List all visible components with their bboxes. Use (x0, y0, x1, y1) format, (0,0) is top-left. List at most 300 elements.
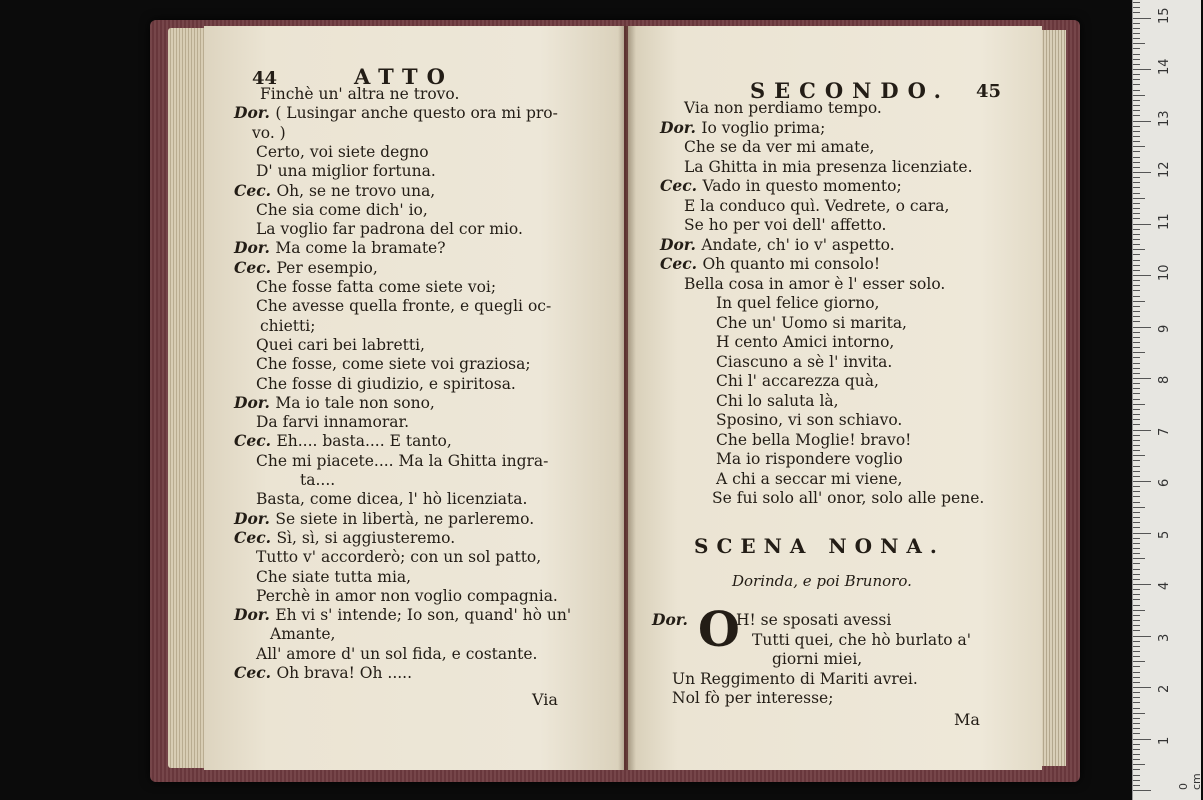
speaker-label: Dor. (234, 508, 276, 528)
ruler-tick (1133, 548, 1140, 549)
ruler-tick (1133, 656, 1140, 657)
ruler-tick (1133, 512, 1140, 513)
ruler-tick (1133, 74, 1140, 75)
line-text: ta.... (300, 471, 336, 489)
ruler-tick (1133, 167, 1140, 168)
ruler-tick (1133, 337, 1140, 338)
ruler-tick (1133, 162, 1140, 163)
line-text: A chi a seccar mi viene, (716, 469, 903, 488)
ruler-tick (1133, 347, 1140, 348)
book-gutter (618, 26, 636, 770)
ruler-number: 4 (1157, 581, 1172, 590)
ruler-tick (1133, 599, 1140, 600)
ruler-tick (1133, 558, 1145, 559)
line-text: Eh vi s' intende; Io son, quand' hò un' (275, 606, 572, 625)
line-text: La voglio far padrona del cor mio. (256, 220, 523, 239)
ruler-tick (1133, 90, 1140, 91)
ruler-tick (1133, 728, 1140, 729)
ruler-tick (1133, 254, 1140, 255)
ruler-tick (1133, 584, 1151, 585)
ruler-tick (1133, 471, 1140, 472)
line-text: Basta, come dicea, l' hò licenziata. (256, 490, 528, 509)
ruler-tick (1133, 239, 1140, 240)
ruler-tick (1133, 414, 1140, 415)
line-text: In quel felice giorno, (716, 294, 880, 312)
ruler-tick (1133, 311, 1140, 312)
text-line (716, 352, 892, 372)
ruler-tick (1133, 594, 1140, 595)
ruler-tick (1133, 476, 1140, 477)
speaker-label: Cec. (234, 257, 277, 277)
ruler-tick (1133, 18, 1151, 19)
ruler-tick (1133, 316, 1140, 317)
text-line (234, 431, 452, 451)
ruler-tick (1133, 342, 1140, 343)
line-text: Andate, ch' io v' aspetto. (701, 235, 895, 254)
line-text: Quei cari bei labretti, (256, 335, 425, 354)
text-line (684, 196, 949, 216)
scene-characters: Dorinda, e poi Brunoro. (732, 572, 912, 590)
ruler-tick (1133, 682, 1140, 683)
text-line (256, 567, 411, 587)
ruler-tick (1133, 785, 1140, 786)
line-text: D' una miglior fortuna. (256, 162, 436, 181)
ruler-tick (1133, 290, 1140, 291)
ruler-tick (1133, 321, 1140, 322)
ruler-tick (1133, 749, 1140, 750)
text-line (716, 313, 907, 333)
scene-speaker: Dor. (652, 610, 688, 629)
ruler-tick (1133, 481, 1151, 482)
text-line (716, 332, 894, 352)
ruler-tick (1133, 543, 1140, 544)
ruler-tick (1133, 198, 1145, 199)
ruler-tick (1133, 105, 1140, 106)
ruler-tick (1133, 424, 1140, 425)
catchword: Ma (954, 710, 980, 729)
speaker-label: Cec. (234, 527, 277, 547)
text-line (660, 118, 825, 138)
ruler-tick (1133, 496, 1140, 497)
ruler-number: 12 (1157, 161, 1172, 178)
ruler-tick (1133, 84, 1140, 85)
ruler-tick (1133, 486, 1140, 487)
ruler-tick (1133, 43, 1145, 44)
speaker-label: Cec. (234, 663, 277, 682)
ruler-tick (1133, 352, 1145, 353)
line-text: All' amore d' un sol fida, e costante. (256, 644, 538, 663)
line-text: Che sia come dich' io, (256, 200, 428, 219)
ruler-tick (1133, 131, 1140, 132)
ruler-tick (1133, 69, 1151, 70)
speaker-label: Cec. (660, 254, 703, 273)
measuring-ruler (1132, 0, 1201, 800)
ruler-tick (1133, 713, 1145, 714)
ruler-tick (1133, 769, 1140, 770)
ruler-number: 10 (1157, 264, 1172, 281)
ruler-tick (1133, 455, 1145, 456)
ruler-tick (1133, 357, 1140, 358)
ruler-tick (1133, 275, 1151, 276)
ruler-number: 2 (1157, 684, 1172, 693)
ruler-number: 13 (1157, 109, 1172, 127)
line-text: Da farvi innamorar. (256, 413, 410, 432)
ruler-tick (1133, 33, 1140, 34)
text-line: H! se sposati avessi (736, 611, 892, 629)
ruler-tick (1133, 404, 1145, 405)
ruler-number: 9 (1157, 324, 1172, 333)
text-line (716, 430, 911, 450)
ruler-number: 7 (1157, 427, 1172, 436)
line-text: Che se da ver mi amate, (684, 138, 875, 156)
ruler-tick (1133, 780, 1140, 781)
ruler-tick (1133, 589, 1140, 590)
ruler-tick (1133, 363, 1140, 364)
ruler-tick (1133, 666, 1140, 667)
ruler-tick (1133, 224, 1151, 225)
ruler-number: 11 (1157, 212, 1172, 230)
ruler-tick (1133, 579, 1140, 580)
line-text: Ma come la bramate? (275, 239, 446, 258)
ruler-tick (1133, 739, 1151, 740)
ruler-number: 3 (1157, 633, 1172, 642)
text-line (684, 137, 874, 157)
text-line (256, 586, 558, 606)
ruler-tick (1133, 605, 1140, 606)
ruler-tick (1133, 419, 1140, 420)
text-line (260, 316, 315, 336)
text-line (716, 410, 902, 430)
text-line (256, 451, 548, 471)
speaker-label: Dor. (234, 605, 276, 625)
line-text: Che avesse quella fronte, e quegli oc- (256, 297, 552, 316)
ruler-number: 1 (1157, 736, 1172, 745)
ruler-tick (1133, 677, 1140, 678)
ruler-tick (1133, 697, 1140, 698)
ruler-tick (1133, 399, 1140, 400)
line-text: Chi l' accarezza quà, (716, 372, 879, 390)
ruler-tick (1133, 646, 1140, 647)
ruler-tick (1133, 775, 1140, 776)
ruler-tick (1133, 244, 1140, 245)
ruler-tick (1133, 213, 1140, 214)
ruler-tick (1133, 203, 1140, 204)
ruler-tick (1133, 692, 1140, 693)
ruler-number: 15 (1157, 6, 1172, 24)
ruler-tick (1133, 615, 1140, 616)
line-text: Se fui solo all' onor, solo alle pene. (712, 489, 985, 507)
text-line (234, 393, 435, 413)
ruler-tick (1133, 177, 1140, 178)
ruler-tick (1133, 687, 1151, 688)
line-text: Che bella Moglie! bravo! (716, 430, 912, 449)
ruler-tick (1133, 270, 1140, 271)
ruler-number: 5 (1157, 530, 1172, 539)
ruler-tick (1133, 172, 1151, 173)
line-text: Per esempio, (276, 258, 378, 277)
text-line (712, 488, 984, 508)
ruler-tick (1133, 38, 1140, 39)
text-line (260, 84, 459, 104)
ruler-tick (1133, 435, 1140, 436)
speaker-label: Dor. (234, 238, 276, 258)
ruler-tick (1133, 157, 1140, 158)
running-head: SECONDO. (750, 78, 950, 103)
line-text: Che un' Uomo si marita, (716, 313, 907, 332)
text-line (256, 547, 541, 567)
speaker-label: Cec. (660, 176, 703, 195)
line-text: Perchè in amor non voglio compagnia. (256, 586, 558, 605)
text-line (256, 296, 551, 316)
ruler-tick (1133, 182, 1140, 183)
ruler-tick (1133, 651, 1140, 652)
ruler-tick (1133, 260, 1140, 261)
line-text: Oh, se ne trovo una, (276, 181, 436, 200)
text-line: Tutti quei, che hò burlato a' (752, 630, 972, 649)
line-text: Chi lo saluta là, (716, 391, 839, 410)
page-number: 45 (976, 81, 1002, 102)
text-line (716, 469, 902, 489)
ruler-tick (1133, 630, 1140, 631)
speaker-label: Dor. (660, 117, 702, 137)
text-line (234, 605, 571, 625)
text-line (256, 335, 425, 355)
ruler-tick (1133, 151, 1140, 152)
line-text: Se siete in libertà, ne parleremo. (275, 509, 535, 528)
ruler-tick (1133, 620, 1140, 621)
ruler-tick (1133, 110, 1140, 111)
line-text: Oh brava! Oh ..... (276, 664, 413, 682)
ruler-tick (1133, 7, 1140, 8)
ruler-tick (1133, 59, 1140, 60)
ruler-tick (1133, 790, 1151, 791)
ruler-tick (1133, 625, 1140, 626)
ruler-tick (1133, 218, 1140, 219)
ruler-tick (1133, 393, 1140, 394)
ruler-tick (1133, 517, 1140, 518)
scene-title: SCENA NONA. (694, 534, 945, 558)
ruler-tick (1133, 28, 1140, 29)
text-line (716, 391, 839, 411)
ruler-tick (1133, 507, 1145, 508)
ruler-tick (1133, 409, 1140, 410)
ruler-tick (1133, 533, 1151, 534)
right-page (628, 26, 1042, 770)
ruler-tick (1133, 12, 1140, 13)
ruler-tick (1133, 378, 1151, 379)
ruler-tick (1133, 718, 1140, 719)
ruler-tick (1133, 193, 1140, 194)
line-text: Ma io rispondere voglio (716, 450, 903, 468)
line-text: Vado in questo momento; (702, 177, 902, 195)
speaker-label: Cec. (234, 431, 277, 451)
ruler-tick (1133, 610, 1145, 611)
line-text: Che fosse fatta come siete voi; (256, 278, 497, 296)
ruler-tick (1133, 764, 1145, 765)
ruler-tick (1133, 187, 1140, 188)
ruler-tick (1133, 280, 1140, 281)
ruler-tick (1133, 450, 1140, 451)
ruler-tick (1133, 126, 1140, 127)
text-line: Nol fò per interesse; (672, 689, 834, 707)
text-line (256, 644, 537, 664)
ruler-tick (1133, 672, 1140, 673)
ruler-tick (1133, 460, 1140, 461)
line-text: Certo, voi siete degno (256, 142, 429, 161)
line-text: Se ho per voi dell' affetto. (684, 216, 887, 234)
running-head: ATTO (354, 64, 454, 89)
ruler-tick (1133, 445, 1140, 446)
text-line (684, 98, 882, 118)
ruler-tick (1133, 373, 1140, 374)
ruler-tick (1133, 440, 1140, 441)
speaker-label: Cec. (234, 180, 277, 200)
text-line (716, 449, 903, 469)
ruler-tick (1133, 100, 1140, 101)
text-line (256, 277, 496, 297)
speaker-label: Dor. (234, 103, 276, 123)
ruler-tick (1133, 234, 1140, 235)
ruler-tick (1133, 502, 1140, 503)
line-text: H cento Amici intorno, (716, 333, 895, 351)
ruler-tick (1133, 64, 1140, 65)
ruler-tick (1133, 430, 1151, 431)
speaker-label: Dor. (660, 234, 702, 254)
text-line (660, 254, 880, 274)
text-line (234, 238, 446, 258)
text-line (684, 274, 945, 294)
ruler-tick (1133, 48, 1140, 49)
ruler-tick (1133, 522, 1140, 523)
ruler-tick (1133, 136, 1140, 137)
text-line (716, 293, 879, 313)
line-text: Sposino, vi son schiavo. (716, 411, 903, 429)
line-text: Via non perdiamo tempo. (684, 99, 882, 117)
ruler-tick (1133, 54, 1140, 55)
ruler-tick (1133, 661, 1145, 662)
line-text: Che mi piacete.... Ma la Ghitta ingra- (256, 451, 549, 470)
text-line (256, 142, 429, 162)
ruler-tick (1133, 296, 1140, 297)
ruler-tick (1133, 744, 1140, 745)
ruler-tick (1133, 574, 1140, 575)
ruler-tick (1133, 23, 1140, 24)
ruler-unit: 0 cm (1177, 773, 1203, 790)
ruler-tick (1133, 723, 1140, 724)
page-number: 44 (252, 68, 278, 89)
ruler-tick (1133, 708, 1140, 709)
ruler-tick (1133, 306, 1140, 307)
ruler-tick (1133, 229, 1140, 230)
ruler-tick (1133, 332, 1140, 333)
ruler-tick (1133, 368, 1140, 369)
ruler-tick (1133, 563, 1140, 564)
text-line (300, 470, 335, 490)
left-page (204, 26, 624, 770)
text-line (234, 258, 378, 278)
ruler-tick (1133, 95, 1145, 96)
text-line (256, 374, 516, 394)
line-text: Eh.... basta.... E tanto, (276, 432, 452, 451)
ruler-tick (1133, 79, 1140, 80)
line-text: Oh quanto mi consolo! (702, 255, 881, 273)
ruler-tick (1133, 538, 1140, 539)
ruler-tick (1133, 641, 1140, 642)
ruler-tick (1133, 466, 1140, 467)
line-text: chietti; (260, 316, 316, 335)
text-line (234, 528, 455, 548)
line-text: Che fosse di giudizio, e spiritosa. (256, 374, 516, 393)
line-text: Io voglio prima; (701, 118, 826, 137)
text-line (256, 489, 527, 509)
text-line (234, 181, 435, 201)
ruler-tick (1133, 569, 1140, 570)
text-line (716, 371, 879, 391)
line-text: Che siate tutta mia, (256, 567, 412, 586)
text-line (234, 103, 558, 123)
text-line (660, 176, 902, 196)
line-text: Ciascuno a sè l' invita. (716, 352, 893, 371)
line-text: Sì, sì, si aggiusteremo. (276, 528, 456, 547)
speaker-label: Dor. (234, 392, 276, 412)
ruler-number: 8 (1157, 375, 1172, 384)
text-line (256, 354, 531, 374)
line-text: Amante, (270, 625, 336, 644)
ruler-tick (1133, 733, 1140, 734)
ruler-tick (1133, 115, 1140, 116)
text-line (234, 509, 534, 529)
text-line: Un Reggimento di Mariti avrei. (672, 669, 918, 688)
text-line (256, 219, 523, 239)
drop-cap: O (698, 602, 740, 658)
ruler-tick (1133, 527, 1140, 528)
text-line (684, 157, 973, 177)
page-edges-right (1040, 30, 1066, 766)
ruler-tick (1133, 208, 1140, 209)
text-line (660, 235, 895, 255)
text-line (252, 123, 286, 143)
ruler-tick (1133, 301, 1145, 302)
ruler-tick (1133, 383, 1140, 384)
line-text: Finchè un' altra ne trovo. (260, 85, 460, 103)
ruler-tick (1133, 285, 1140, 286)
ruler-tick (1133, 636, 1151, 637)
ruler-tick (1133, 759, 1140, 760)
text-line (256, 200, 428, 220)
line-text: Tutto v' accorderò; con un sol patto, (256, 548, 542, 567)
line-text: Ma io tale non sono, (275, 393, 435, 412)
text-line (256, 161, 436, 181)
ruler-tick (1133, 141, 1140, 142)
line-text: ( Lusingar anche questo ora mi pro- (275, 104, 558, 123)
line-text: E la conduco quì. Vedrete, o cara, (684, 196, 950, 215)
ruler-tick (1133, 265, 1140, 266)
ruler-number: 6 (1157, 478, 1172, 487)
catchword: Via (532, 690, 558, 709)
text-line (234, 663, 412, 683)
line-text: vo. ) (252, 123, 286, 142)
line-text: Bella cosa in amor è l' esser solo. (684, 274, 946, 293)
text-line (270, 624, 335, 644)
ruler-tick (1133, 491, 1140, 492)
ruler-tick (1133, 702, 1140, 703)
text-line (684, 215, 886, 235)
ruler-tick (1133, 249, 1145, 250)
ruler-number: 14 (1157, 58, 1172, 75)
ruler-tick (1133, 327, 1151, 328)
ruler-tick (1133, 553, 1140, 554)
ruler-tick (1133, 754, 1140, 755)
